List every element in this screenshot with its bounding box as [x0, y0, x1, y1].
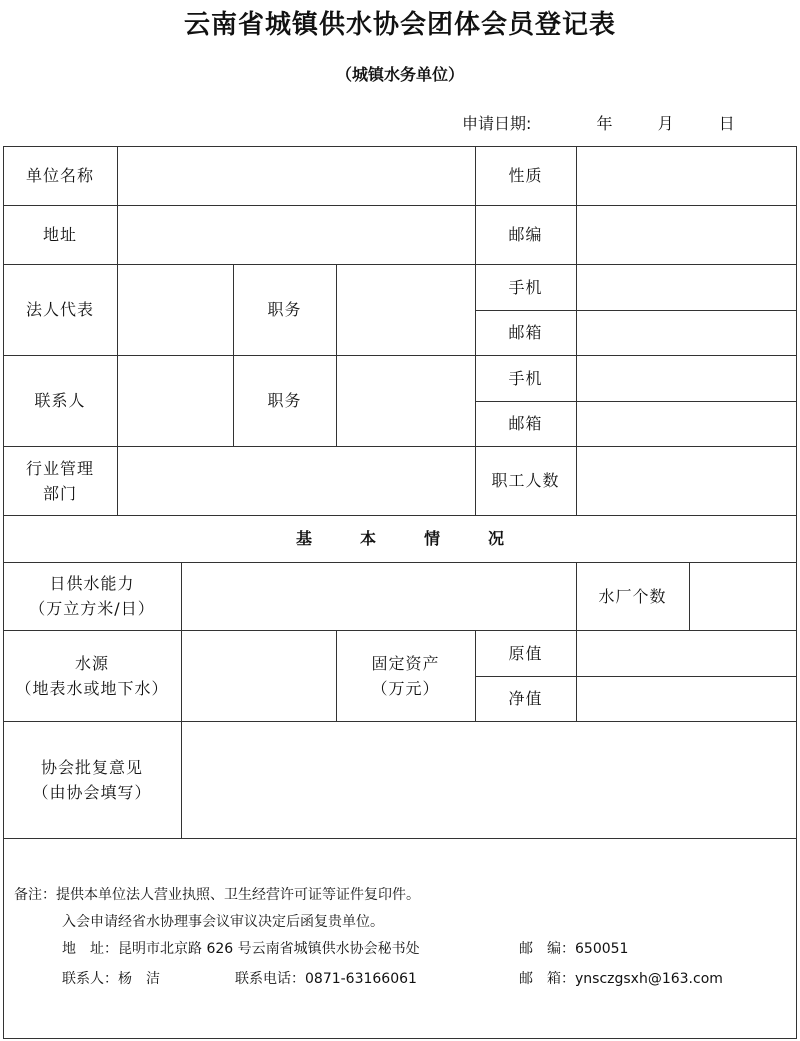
form-border-bottom: [3, 1038, 797, 1039]
water-source-label: [3, 630, 181, 721]
email-label: 邮箱: [508, 323, 543, 342]
notes-postcode-label: 邮 编：: [519, 941, 575, 957]
registration-form: [3, 146, 797, 1039]
industry-dept-label-line1: 行业管理: [25, 458, 94, 478]
email-input[interactable]: [577, 311, 796, 355]
net-value-input[interactable]: [577, 677, 796, 721]
notes-contact-label: 联系人：: [62, 971, 118, 987]
email-label: 邮箱: [508, 414, 543, 433]
notes-email: [519, 968, 723, 988]
water-source-label-line1: 水源: [74, 653, 109, 673]
page-title: 云南省城镇供水协会团体会员登记表: [183, 10, 616, 40]
supply-capacity-label-line2: （万立方米/日）: [29, 599, 155, 618]
form-border-right: [796, 146, 797, 1039]
postcode-label: 邮编: [508, 225, 543, 244]
fixed-assets-label-line1: 固定资产: [371, 653, 440, 673]
section-char: 基: [295, 529, 312, 548]
apply-date-year[interactable]: 年: [596, 114, 613, 133]
net-value-label: 净值: [508, 689, 543, 708]
mobile-label: 手机: [508, 277, 543, 297]
plant-count-input[interactable]: [690, 563, 796, 630]
address-input[interactable]: [118, 206, 474, 264]
email-input[interactable]: [577, 402, 796, 446]
position-input[interactable]: [337, 265, 474, 355]
plant-count-label: 水厂个数: [598, 586, 667, 606]
position-label: 职务: [267, 391, 302, 410]
industry-dept-input[interactable]: [118, 447, 474, 515]
staff-count-label: 职工人数: [491, 471, 560, 490]
notes-line1: 备注：提供本单位法人营业执照、卫生经营许可证等证件复印件。: [14, 887, 420, 903]
fixed-assets-label: [336, 630, 475, 721]
nature-label: 性质: [508, 166, 543, 185]
section-char: 本: [359, 529, 376, 548]
address-label: 地址: [42, 225, 77, 244]
notes-address: [62, 938, 420, 958]
apply-date: [462, 111, 735, 134]
water-source-label-line2: （地表水或地下水）: [15, 678, 169, 698]
industry-dept-label: [3, 446, 117, 515]
legal-rep-label: 法人代表: [25, 300, 94, 319]
notes-contact-value: 杨 洁: [118, 971, 160, 987]
contact-label: 联系人: [34, 391, 86, 410]
staff-count-input[interactable]: [577, 447, 796, 515]
original-value-label: 原值: [508, 643, 543, 663]
unit-name-label: 单位名称: [25, 166, 94, 185]
water-source-input[interactable]: [182, 631, 336, 721]
notes-contact: [62, 968, 160, 988]
page-subtitle: （城镇水务单位）: [335, 65, 464, 84]
approval-label-line1: 协会批复意见: [40, 757, 143, 777]
mobile-input[interactable]: [577, 265, 796, 310]
contact-input[interactable]: [118, 356, 233, 446]
position-label: 职务: [267, 300, 302, 319]
approval-input[interactable]: [182, 722, 796, 838]
notes-line2: 入会申请经省水协理事会议审议决定后函复贵单位。: [62, 914, 384, 930]
section-char: 况: [488, 529, 505, 548]
unit-name-input[interactable]: [118, 147, 474, 205]
approval-label: [3, 721, 181, 838]
mobile-input[interactable]: [577, 356, 796, 401]
legal-rep-input[interactable]: [118, 265, 233, 355]
notes-postcode-value: 650051: [575, 941, 629, 957]
position-input[interactable]: [337, 356, 474, 446]
supply-capacity-input[interactable]: [182, 563, 576, 630]
nature-input[interactable]: [577, 147, 796, 205]
original-value-input[interactable]: [577, 631, 796, 676]
row-divider: [3, 838, 797, 839]
notes-email-value: ynsczgsxh@163.com: [575, 971, 723, 987]
industry-dept-label-line2: 部门: [42, 483, 77, 503]
notes-phone: [235, 968, 417, 988]
apply-date-month[interactable]: 月: [657, 114, 674, 133]
supply-capacity-label: [3, 562, 181, 630]
notes-email-label: 邮 箱：: [519, 971, 575, 987]
section-basic-info: [3, 515, 797, 562]
notes-address-value: 昆明市北京路 626 号云南省城镇供水协会秘书处: [118, 941, 420, 957]
notes-phone-label: 联系电话：: [235, 971, 305, 987]
approval-label-line2: （由协会填写）: [32, 782, 152, 802]
notes-postcode: [519, 938, 628, 958]
fixed-assets-label-line2: （万元）: [371, 678, 440, 698]
notes-address-label: 地 址：: [62, 941, 118, 957]
apply-date-day[interactable]: 日: [718, 114, 735, 133]
mobile-label: 手机: [508, 368, 543, 388]
supply-capacity-label-line1: 日供水能力: [49, 574, 135, 593]
apply-date-label: 申请日期:: [462, 114, 532, 133]
section-char: 情: [424, 529, 441, 548]
notes-phone-value: 0871-63166061: [305, 971, 417, 987]
postcode-input[interactable]: [577, 206, 796, 264]
